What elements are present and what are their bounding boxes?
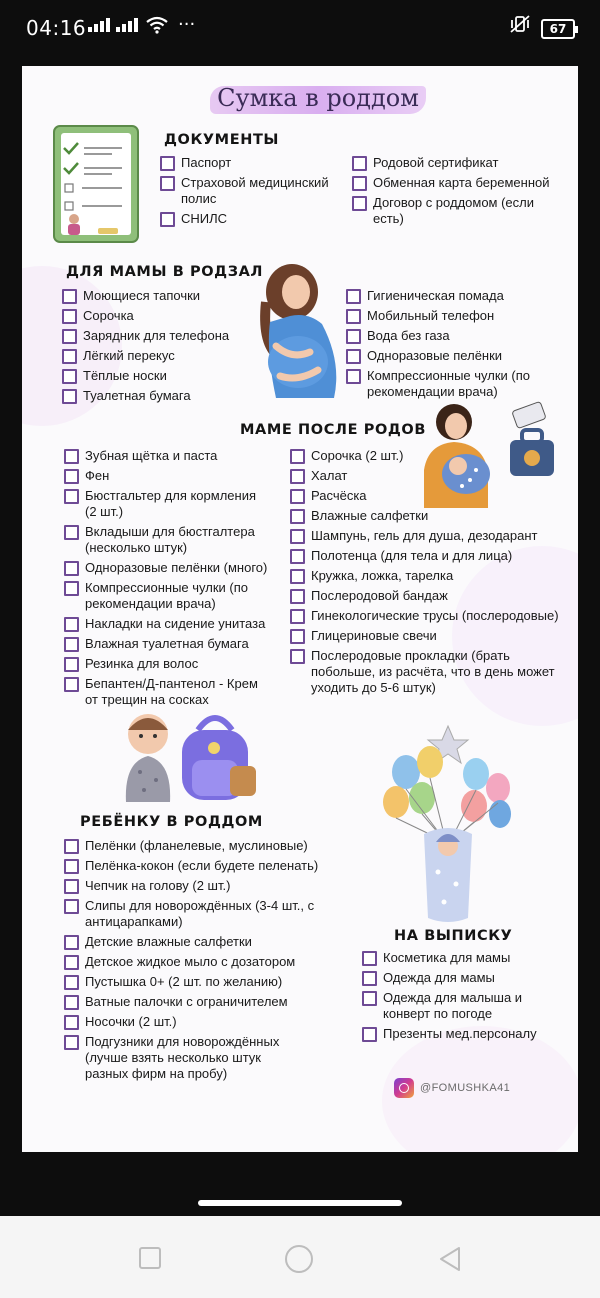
checklist-item[interactable]: Гигиеническая помада [346,288,556,304]
checklist-item[interactable]: Бюстгальтер для кормления (2 шт.) [64,488,270,520]
recent-apps-button[interactable] [138,1246,162,1275]
checkbox[interactable] [64,859,79,874]
checkbox[interactable] [290,649,305,664]
checklist-item[interactable]: Компрессионные чулки (по рекомендации врача) [64,580,270,612]
checklist-item[interactable]: Бепантен/Д-пантенол - Крем от трещин на сосках [64,676,270,708]
checklist-item[interactable]: Кружка, ложка, тарелка [290,568,560,584]
checkbox[interactable] [362,971,377,986]
checkbox[interactable] [64,637,79,652]
home-button[interactable] [284,1244,314,1279]
checkbox[interactable] [160,212,175,227]
gesture-home-bar[interactable] [198,1200,402,1206]
checklist-item[interactable]: Сорочка [62,308,252,324]
checkbox[interactable] [64,955,79,970]
section-title-for-baby: РЕБЁНКУ В РОДДОМ [80,814,263,830]
checklist-item[interactable]: Сорочка (2 шт.) [290,448,560,464]
checkbox[interactable] [160,176,175,191]
checklist-item[interactable]: Туалетная бумага [62,388,252,404]
checkbox[interactable] [64,975,79,990]
section-title-after-birth: МАМЕ ПОСЛЕ РОДОВ [240,422,426,438]
baby-and-backpack-icon [118,710,264,811]
checklist-item[interactable]: Полотенца (для тела и для лица) [290,548,560,564]
checklist-item[interactable]: Носочки (2 шт.) [64,1014,330,1030]
checklist-item[interactable]: Шампунь, гель для душа, дезодарант [290,528,560,544]
balloons-newborn-icon [378,722,518,927]
section-title-mom-delivery: ДЛЯ МАМЫ В РОДЗАЛ [66,264,264,280]
checkbox[interactable] [62,389,77,404]
checkbox[interactable] [64,935,79,950]
checklist-item[interactable]: Одежда для мамы [362,970,562,986]
checkbox[interactable] [290,469,305,484]
poster-title: Сумка в роддом [217,84,419,112]
checklist-item[interactable]: Фен [64,468,270,484]
signal-icon [116,18,138,32]
checklist-item[interactable]: Договор с роддомом (если есть) [352,195,564,227]
checklist-item[interactable]: Халат [290,468,560,484]
checklist-item[interactable]: Лёгкий перекус [62,348,252,364]
checkbox[interactable] [346,329,361,344]
checkbox[interactable] [64,489,79,504]
checkbox[interactable] [290,569,305,584]
checklist-item[interactable]: Влажная туалетная бумага [64,636,270,652]
checkbox[interactable] [290,449,305,464]
checkbox[interactable] [352,196,367,211]
checklist-item[interactable]: Косметика для мамы [362,950,562,966]
vibrate-icon [509,14,531,39]
checklist-item[interactable]: Резинка для волос [64,656,270,672]
checklist-item[interactable]: Послеродовые прокладки (брать побольше, из расчёта, что в день может уходить до 5-6 штук) [290,648,560,696]
checklist-poster [22,66,578,1152]
checklist-item[interactable]: Чепчик на голову (2 шт.) [64,878,330,894]
checkbox[interactable] [160,156,175,171]
checklist-item[interactable]: Пелёнки (фланелевые, муслиновые) [64,838,330,854]
checkbox[interactable] [352,176,367,191]
checklist-item[interactable]: Подгузники для новорождённых (лучше взять несколько штук разных фирм на пробу) [64,1034,305,1082]
checkbox[interactable] [64,995,79,1010]
checkbox[interactable] [346,369,361,384]
checkbox[interactable] [290,489,305,504]
checkbox[interactable] [346,309,361,324]
checkbox[interactable] [62,309,77,324]
status-time: 04:16 [26,16,87,40]
checklist-item[interactable]: СНИЛС [160,211,340,227]
checkbox[interactable] [290,549,305,564]
back-button[interactable] [438,1246,462,1277]
checklist-item[interactable]: Паспорт [160,155,340,171]
checkbox[interactable] [64,617,79,632]
checkbox[interactable] [62,289,77,304]
checklist-item[interactable]: Пустышка 0+ (2 шт. по желанию) [64,974,330,990]
checklist-item[interactable]: Пелёнка-кокон (если будете пеленать) [64,858,330,874]
checklist-item[interactable]: Тёплые носки [62,368,252,384]
checklist-item[interactable]: Расчёска [290,488,560,504]
for-baby-list [64,838,330,1086]
checkbox[interactable] [346,349,361,364]
checkbox[interactable] [362,1027,377,1042]
checklist-item[interactable]: Обменная карта беременной [352,175,564,191]
mom-delivery-list-right [346,288,556,404]
checklist-item[interactable]: Компрессионные чулки (по рекомендации врача) [346,368,556,400]
checklist-item[interactable]: Ватные палочки с ограничителем [64,994,330,1010]
checklist-item[interactable]: Презенты мед.персоналу [362,1026,562,1042]
after-birth-list-left [64,448,270,712]
checkbox[interactable] [64,449,79,464]
checkbox[interactable] [62,369,77,384]
signal-icon [88,18,110,32]
checkbox[interactable] [64,561,79,576]
checkbox[interactable] [64,677,79,692]
checklist-item[interactable]: Детские влажные салфетки [64,934,330,950]
documents-list-left [160,155,340,231]
checklist-item[interactable]: Одежда для малыша и конверт по погоде [362,990,562,1022]
checklist-item[interactable]: Страховой медицинский полис [160,175,340,207]
checklist-item[interactable]: Слипы для новорождённых (3-4 шт., с антицарапками) [64,898,330,930]
documents-list-right [352,155,564,231]
checkbox[interactable] [362,951,377,966]
checkbox[interactable] [362,991,377,1006]
checklist-item[interactable]: Одноразовые пелёнки (много) [64,560,270,576]
section-title-documents: ДОКУМЕНТЫ [164,132,280,148]
instagram-handle: @FOMUSHKA41 [420,1082,511,1094]
checkbox[interactable] [62,329,77,344]
checkbox[interactable] [64,581,79,596]
checklist-item[interactable]: Накладки на сидение унитаза [64,616,270,632]
checkbox[interactable] [64,879,79,894]
battery-icon [541,19,575,39]
navigation-bar [0,1216,600,1298]
battery-level: 67 [549,22,567,36]
checklist-item[interactable]: Моющиеся тапочки [62,288,252,304]
more-notifications-icon: ··· [178,14,196,35]
checkbox[interactable] [64,657,79,672]
checkbox[interactable] [352,156,367,171]
checkbox[interactable] [64,1015,79,1030]
checkbox[interactable] [290,509,305,524]
checkbox[interactable] [290,609,305,624]
checkbox[interactable] [64,1035,79,1050]
checkbox[interactable] [290,529,305,544]
after-birth-list-right [290,448,560,700]
checkbox[interactable] [62,349,77,364]
section-title-discharge: НА ВЫПИСКУ [394,928,513,944]
checklist-item[interactable]: Зубная щётка и паста [64,448,270,464]
checkbox[interactable] [64,839,79,854]
status-bar [0,0,600,58]
mom-delivery-list-left [62,288,252,408]
checklist-item[interactable]: Гинекологические трусы (послеродовые) [290,608,560,624]
checklist-item[interactable]: Одноразовые пелёнки [346,348,556,364]
instagram-icon [394,1078,414,1098]
checklist-item[interactable]: Глицериновые свечи [290,628,560,644]
checklist-item[interactable]: Детское жидкое мыло с дозатором [64,954,330,970]
checkbox[interactable] [290,629,305,644]
clipboard-checklist-icon [52,124,140,249]
wifi-icon [146,16,168,39]
poster-title-wrap [210,78,426,118]
checkbox[interactable] [290,589,305,604]
checklist-item[interactable]: Вода без газа [346,328,556,344]
checkbox[interactable] [64,469,79,484]
checklist-item[interactable]: Вкладыши для бюстгалтера (несколько штук) [64,524,270,556]
checklist-item[interactable]: Влажные салфетки [290,508,560,524]
discharge-list [362,950,562,1046]
pregnant-woman-icon [246,262,350,403]
checklist-item[interactable]: Родовой сертификат [352,155,564,171]
checklist-item[interactable]: Послеродовой бандаж [290,588,560,604]
checkbox[interactable] [64,899,79,914]
checkbox[interactable] [346,289,361,304]
checkbox[interactable] [64,525,79,540]
instagram-watermark [394,1078,510,1098]
checklist-item[interactable]: Мобильный телефон [346,308,556,324]
checklist-item[interactable]: Зарядник для телефона [62,328,252,344]
